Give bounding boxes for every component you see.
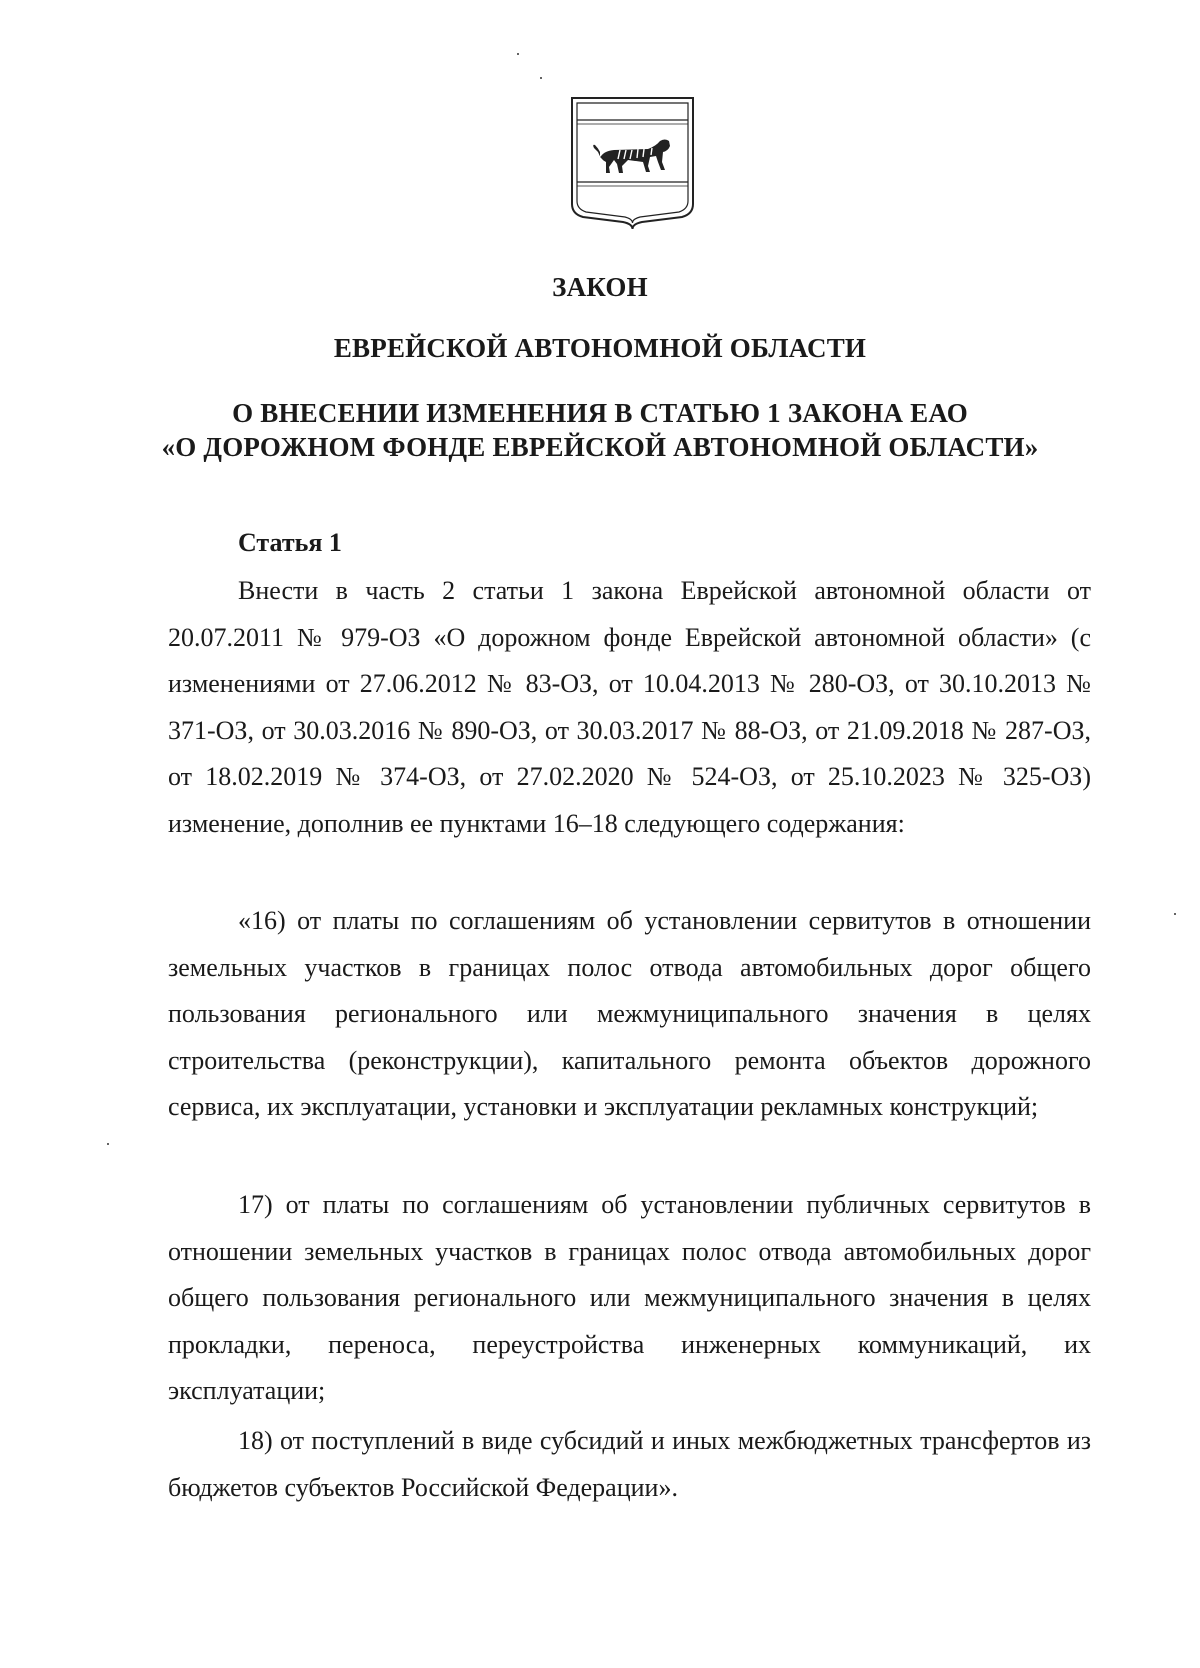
item-17-paragraph: 17) от платы по соглашениям об установлении публичных сервитутов в отношении земельных участков в границах полос отвода автомобильных дорог общего пользования регионального или межмуниципального значения в целях прокладки, переноса, переустройства инженерных коммуникаций, их эксплуатации; <box>168 1190 1091 1405</box>
article-heading: Статья 1 <box>238 528 342 557</box>
scan-speck <box>107 1143 109 1145</box>
item-16-paragraph: «16) от платы по соглашениям об установлении сервитутов в отношении земельных участков в границах полос отвода автомобильных дорог общего пользования регионального или межмуниципального значения в целях строительства (реконструкции), капитального ремонта объектов дорожного сервиса, их эксплуатации, установки и эксплуатации рекламных конструкций; <box>168 906 1091 1121</box>
item-18-paragraph: 18) от поступлений в виде субсидий и иных межбюджетных трансфертов из бюджетов субъектов Российской Федерации». <box>168 1426 1091 1502</box>
law-title-line-2: «О ДОРОЖНОМ ФОНДЕ ЕВРЕЙСКОЙ АВТОНОМНОЙ ОБЛАСТИ» <box>161 432 1039 462</box>
scan-speck <box>1174 913 1176 915</box>
law-title-line-1: О ВНЕСЕНИИ ИЗМЕНЕНИЯ В СТАТЬЮ 1 ЗАКОНА ЕАО <box>232 398 968 428</box>
law-label: ЗАКОН <box>552 272 648 302</box>
article-main-paragraph: Внести в часть 2 статьи 1 закона Еврейской автономной области от 20.07.2011 № 979-ОЗ «О дорожном фонде Еврейской автономной области» (с изменениями от 27.06.2012 № 83-ОЗ, от 10.04.2013 № 280-ОЗ, от 30.10.2013 № 371-ОЗ, от 30.03.2016 № 890-ОЗ, от 30.03.2017 № 88-ОЗ, от 21.09.2018 № 287-ОЗ, от 18.02.2019 № 374-ОЗ, от 27.02.2020 № 524-ОЗ, от 25.10.2023 № 325-ОЗ) изменение, дополнив ее пунктами 16–18 следующего содержания: <box>168 576 1091 838</box>
coat-of-arms-icon <box>570 96 695 231</box>
scan-speck <box>517 53 519 55</box>
region-label: ЕВРЕЙСКОЙ АВТОНОМНОЙ ОБЛАСТИ <box>333 333 867 363</box>
scan-speck <box>540 77 542 79</box>
